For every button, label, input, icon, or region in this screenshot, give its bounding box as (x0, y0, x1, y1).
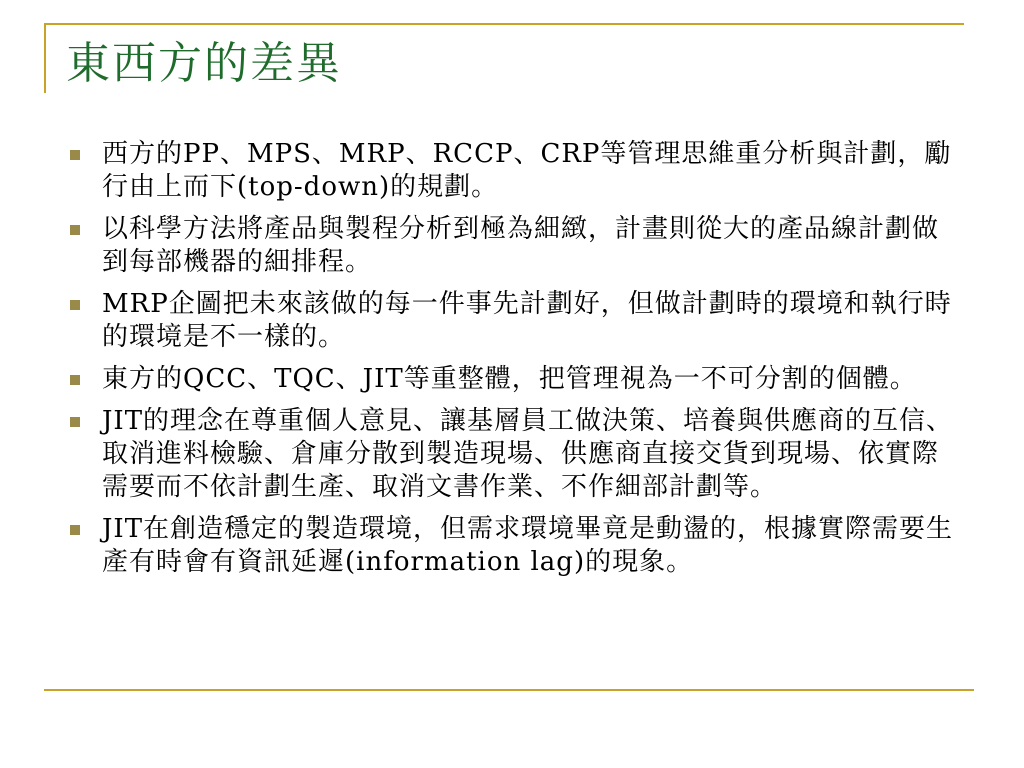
bullet-text: JIT的理念在尊重個人意見、讓基層員工做決策、培養與供應商的互信、取消進料檢驗、倉庫分散到製造現場、供應商直接交貨到現場、依實際需要而不依計劃生產、取消文書作業、不作細部計劃等。 (102, 406, 954, 502)
square-bullet-icon (70, 150, 80, 160)
bullet-item (66, 138, 961, 204)
left-accent-line (44, 23, 46, 93)
bullet-item (66, 363, 961, 396)
bullet-list (66, 138, 961, 588)
bullet-item (66, 405, 961, 504)
top-divider (44, 23, 964, 25)
bullet-item (66, 288, 961, 354)
bullet-text: 東方的QCC、TQC、JIT等重整體，把管理視為一不可分割的個體。 (102, 364, 917, 394)
bullet-text: 以科學方法將產品與製程分析到極為細緻，計畫則從大的產品線計劃做到每部機器的細排程。 (102, 214, 940, 277)
square-bullet-icon (70, 225, 80, 235)
bullet-text: 西方的PP、MPS、MRP、RCCP、CRP等管理思維重分析與計劃，勵行由上而下(top-down)的規劃。 (102, 139, 952, 202)
square-bullet-icon (70, 300, 80, 310)
bullet-item (66, 513, 961, 579)
bullet-text: JIT在創造穩定的製造環境，但需求環境畢竟是動盪的，根據實際需要生產有時會有資訊延遲(information lag)的現象。 (102, 514, 954, 577)
bottom-divider (44, 689, 974, 691)
square-bullet-icon (70, 525, 80, 535)
square-bullet-icon (70, 375, 80, 385)
bullet-item (66, 213, 961, 279)
slide-title: 東西方的差異 (66, 38, 342, 89)
square-bullet-icon (70, 417, 80, 427)
bullet-text: MRP企圖把未來該做的每一件事先計劃好，但做計劃時的環境和執行時的環境是不一樣的。 (102, 289, 952, 352)
